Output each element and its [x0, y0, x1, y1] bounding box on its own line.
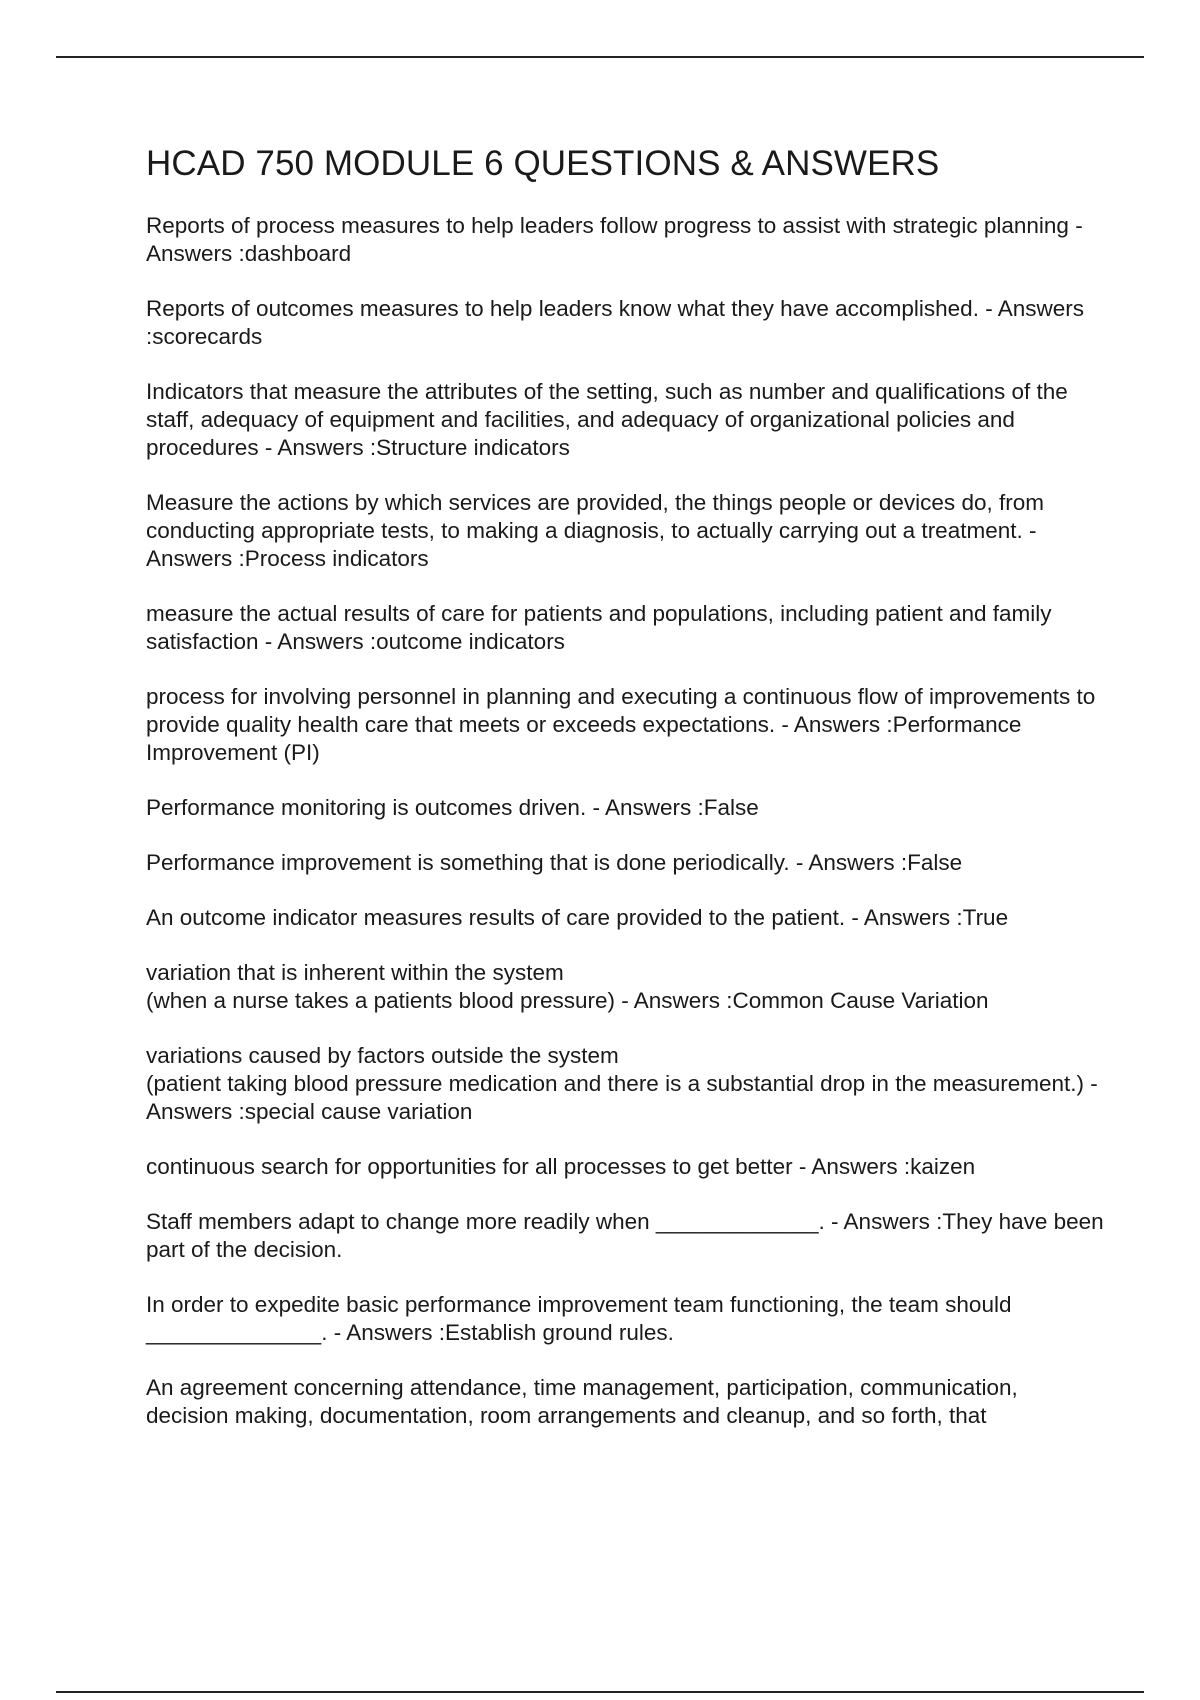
qa-item: process for involving personnel in planning and executing a continuous flow of improvements to provide quality health care that meets or exceeds expectations. - Answers :Performance Improvement (PI) — [146, 684, 1096, 765]
qa-item: In order to expedite basic performance improvement team functioning, the team should ______________. - Answers :Establish ground rules. — [146, 1292, 1012, 1345]
qa-item: Indicators that measure the attributes of the setting, such as number and qualifications of the staff, adequacy of equipment and facilities, and adequacy of organizational policies and procedures - Answers :Structure indicators — [146, 379, 1068, 460]
qa-item: An outcome indicator measures results of care provided to the patient. - Answers :True — [146, 905, 1009, 930]
document-body — [146, 143, 1106, 1457]
qa-item: Reports of outcomes measures to help leaders know what they have accomplished. - Answers :scorecards — [146, 296, 1084, 349]
qa-item: continuous search for opportunities for all processes to get better - Answers :kaizen — [146, 1154, 976, 1179]
qa-item: An agreement concerning attendance, time management, participation, communication, decision making, documentation, room arrangements and cleanup, and so forth, that — [146, 1375, 1018, 1428]
bottom-rule — [56, 1691, 1144, 1693]
qa-list — [146, 212, 1106, 1430]
qa-item: Measure the actions by which services are provided, the things people or devices do, from conducting appropriate tests, to making a diagnosis, to actually carrying out a treatment. - Answers :Process indicators — [146, 490, 1044, 571]
qa-item: Performance improvement is something that is done periodically. - Answers :False — [146, 850, 963, 875]
qa-item: Reports of process measures to help leaders follow progress to assist with strategic planning - Answers :dashboard — [146, 213, 1083, 266]
qa-item: variation that is inherent within the system (when a nurse takes a patients blood pressure) - Answers :Common Cause Variation — [146, 960, 989, 1013]
top-rule — [56, 56, 1144, 58]
qa-item: variations caused by factors outside the system (patient taking blood pressure medication and there is a substantial drop in the measurement.) - Answers :special cause variation — [146, 1043, 1098, 1124]
qa-item: Staff members adapt to change more readily when _____________. - Answers :They have been part of the decision. — [146, 1209, 1104, 1262]
qa-item: Performance monitoring is outcomes driven. - Answers :False — [146, 795, 759, 820]
document-title: HCAD 750 MODULE 6 QUESTIONS & ANSWERS — [146, 144, 940, 183]
qa-item: measure the actual results of care for patients and populations, including patient and family satisfaction - Answers :outcome indicators — [146, 601, 1052, 654]
